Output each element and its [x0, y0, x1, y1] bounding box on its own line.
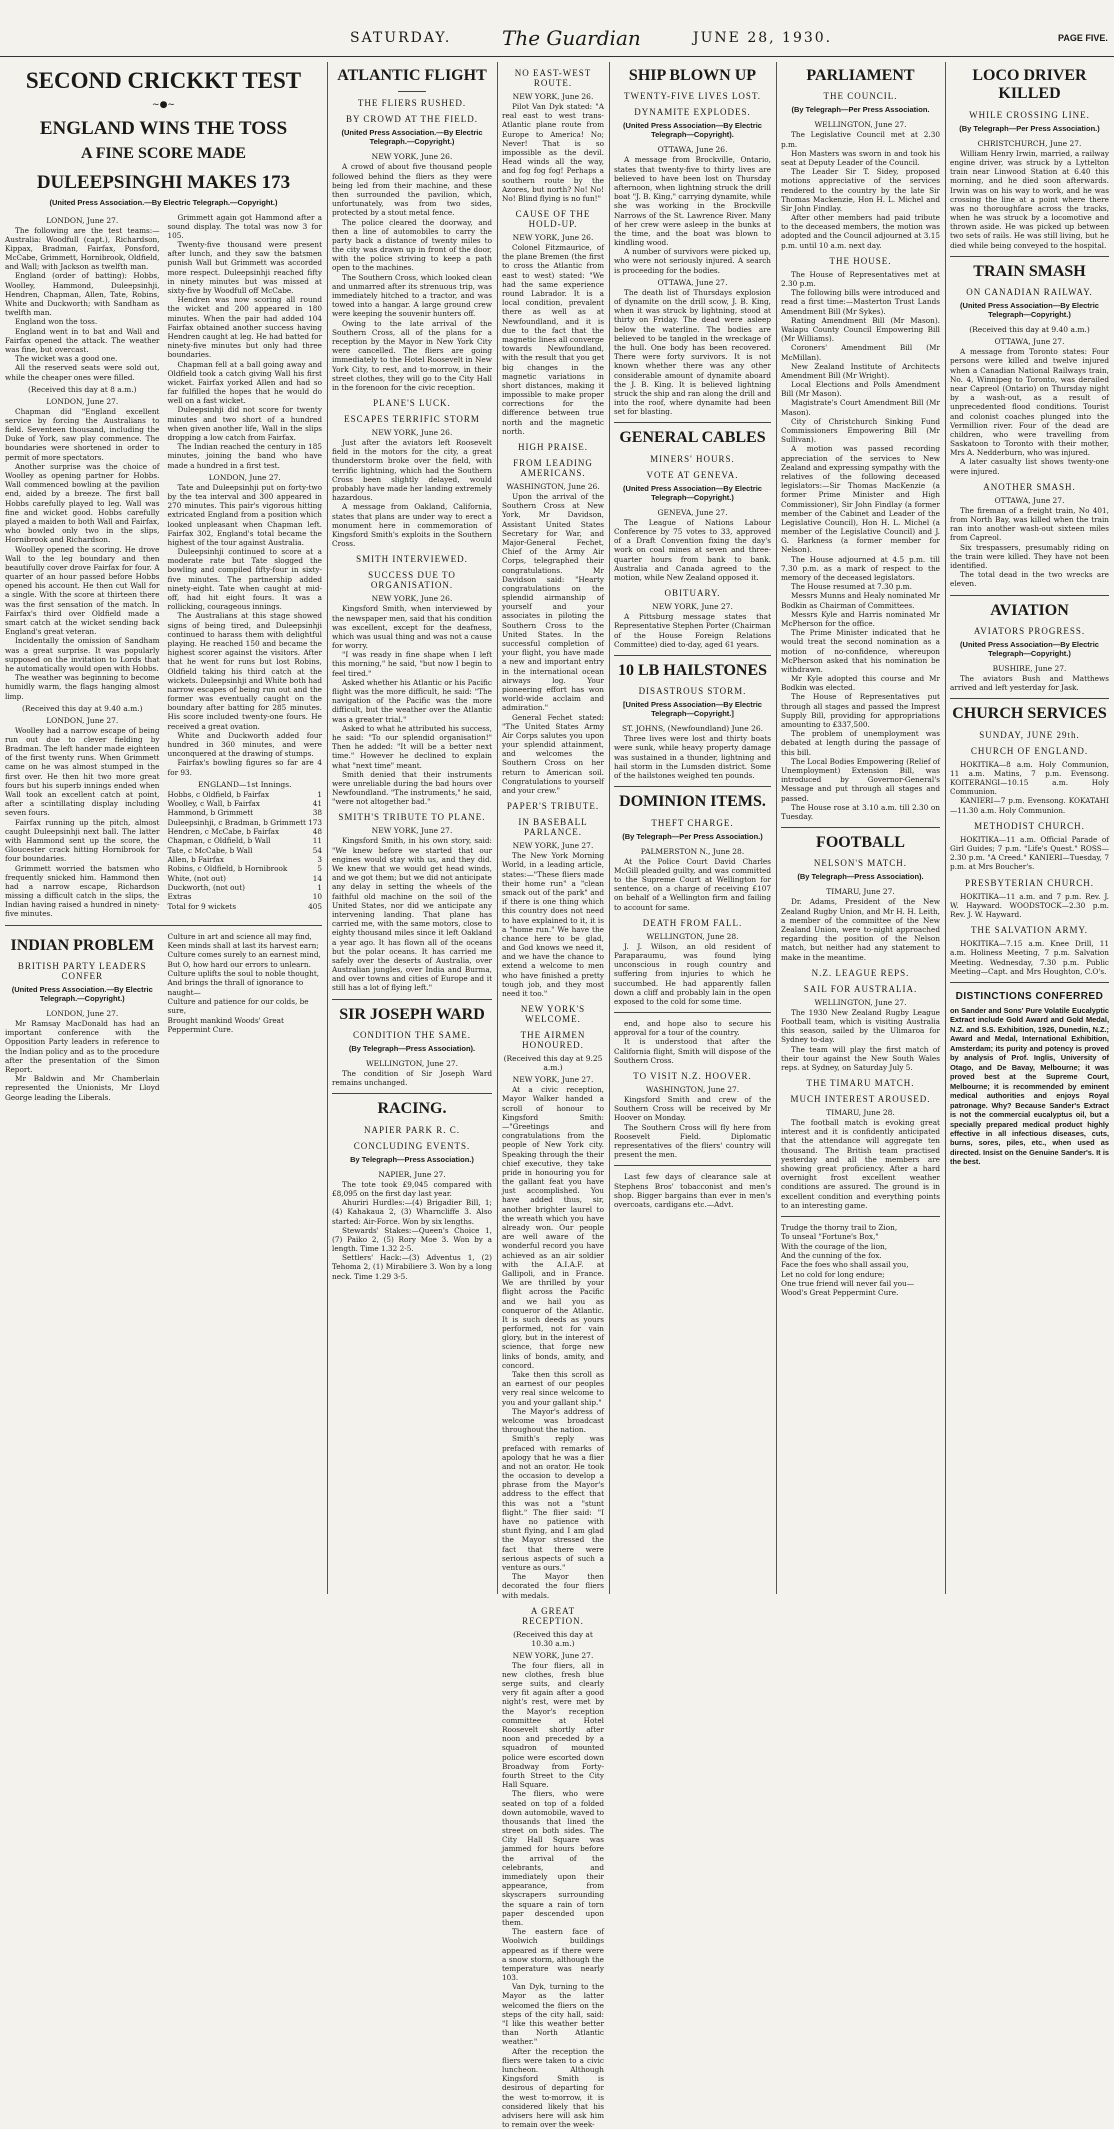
advertisement: Last few days of clearance sale at Stephens Bros' tobacconist and men's shop. Bigger bargains than ever in men's overcoats, cardigans etc.—Advt. — [614, 1172, 771, 1209]
paragraph: A message from Toronto states: Four persons were killed and twelve injured when a Canadian National Railways train, No. 4, Winnipeg to Toronto, was derailed near Capreol (Ontario) on Thursday night by a wash-out, as a result of unprecedented flood conditions. Tourist and colonist coaches plunged into the Vermillion river. Four of the dead are children, who were travelling from Saskatoon to Toronto with their mother, Mrs A. Nedderburn, who was injured. — [950, 347, 1109, 458]
verse-line: Culture and patience for our colds, be sure, — [167, 996, 309, 1016]
paragraph: Duleepsinhji continued to score at a moderate rate but Tate slogged the bowling and compiled fifty-four in sixty-five minutes. The partnership added ninety-eight. Tate when caught at mid-off, had hit eight fours. It was a rollicking, courageous innings. — [167, 547, 322, 612]
received-note: (Received this day at 8 a.m.) — [27, 384, 137, 394]
verse-line: And brings the thrall of ignorance to naught— — [167, 978, 304, 997]
paragraph: Duleepsinhji did not score for twenty minutes and two short of a hundred when given another life, Wall in the slips dropping a low catch from Fairfax. — [167, 405, 322, 443]
divider — [398, 91, 426, 92]
indian-problem-article — [5, 932, 160, 1102]
paragraph: Chapman fell at a ball going away and Oldfield took a catch giving Wall his first wicket. Fairfax yorked Allen and had so far fulfilled the hopes that he would do well on a fast wicket. — [167, 359, 322, 406]
received-note: (Received this day at 9.40 a.m.) — [969, 325, 1090, 335]
scorecard-row: Woolley, c Wall, b Fairfax 41 — [167, 799, 322, 809]
scorecard-row: Robins, c Oldfield, b Hornibrook 5 — [167, 864, 322, 874]
verse-line: Culture in art and science all may find, — [167, 931, 312, 941]
paragraph: Settlers' Hack:—(3) Adventus 1, (2) Tehoma 2, (1) Mirabiliere 3. Won by a long neck. Time 1.29 3-5. — [332, 1253, 492, 1281]
paragraph: The Mayor's address of welcome was broadcast throughout the nation. — [502, 1406, 604, 1435]
verse-line: Brought mankind Woods' Great Peppermint Cure. — [167, 1015, 284, 1034]
subhead: ESCAPES TERRIFIC STORM — [344, 414, 480, 425]
paragraph: Asked to what he attributed his success, he said: "To our splendid organisation!" Then he added: "It will be a better next time." However he declined to explain what "next time" meant. — [332, 723, 492, 770]
paragraph: KANIERI—7 p.m. Evensong. KOKATAHI—11.30 a.m. Holy Communion. — [950, 796, 1109, 815]
subhead: SAIL FOR AUSTRALIA. — [803, 983, 918, 994]
dateline: LONDON, June 27. — [46, 396, 119, 406]
subhead: NO EAST-WEST ROUTE. — [514, 68, 592, 88]
dateline: WASHINGTON, June 27. — [645, 1085, 740, 1094]
dateline: LONDON, June 27. — [46, 1009, 119, 1019]
scorecard-total: Total for 9 wickets 405 — [167, 901, 322, 911]
dateline: LONDON, June 27. — [46, 215, 119, 225]
cricket-body — [5, 213, 322, 919]
dateline: WELLINGTON, June 27. — [814, 997, 907, 1007]
subhead: A GREAT RECEPTION. — [522, 1605, 584, 1626]
paragraph: Messrs Munns and Healy nominated Mr Bodkin as Chairman of Committees. — [781, 591, 940, 610]
paragraph: Hon Masters was sworn in and took his seat at Deputy Leader of the Council. — [781, 148, 940, 167]
section-divider — [332, 999, 492, 1000]
subhead: OBITUARY. — [664, 588, 721, 599]
subhead: NEW YORK'S WELCOME. — [520, 1004, 586, 1025]
section-divider — [950, 982, 1109, 983]
verse-line: Let no cold for long endure; — [781, 1269, 885, 1279]
subhead: THE TIMARU MATCH. — [806, 1078, 915, 1089]
paragraph: The New York Morning World, in a leading article, states:—"These fliers made their home run" a "clean smack out of the park" and if there is one thing which this country does not need to have explained to it, it is a "home run." We have the chance here to be glad, and God knows we need it, and we have the chance to extend a welcome to men who have finished a pretty tough job, and they most need it too." — [502, 851, 604, 998]
section-divider — [950, 256, 1109, 257]
dateline: OTTAWA, June 27. — [657, 277, 728, 287]
subhead: THE SALVATION ARMY. — [970, 925, 1089, 936]
paragraph: Woolley had a narrow escape of being run out due to clever fielding by Bradman. The left hander made eighteen of the first twenty runs. When Grimmett came on he was almost stumped in the first over. He then hit two more great fours but his superb innings ended when Wall took an excellent catch at point, after a scintillating display including seven fours. — [5, 725, 160, 818]
paragraph: The League of Nations Labour Conference by 75 votes to 33, approved of a Draft Convention fixing the day's work on coal mines at seven and three-quarter hours from bank to bank. Australia and Canada agreed to the motion, while New Zealand opposed it. — [614, 517, 771, 582]
paragraph: Mr Kyle adopted this course and Mr Bodkin was elected. — [781, 674, 940, 693]
paragraph: White and Duckworth added four hundred in 360 minutes, and were unconquered at the drawing of stumps. — [167, 730, 322, 759]
paragraph: A number of survivors were picked up, who were not seriously injured. A search is proceeding for the bodies. — [614, 247, 771, 275]
subhead: SUCCESS DUE TO ORGANISATION. — [368, 570, 456, 591]
wire-credit: (United Press Association—By Electric Telegraph—Copyright.) — [960, 301, 1099, 320]
paragraph: The House of Representatives met at 2.30 p.m. — [781, 269, 940, 289]
peppermint-verse-ad — [168, 932, 323, 1102]
dominion-items-headline: DOMINION ITEMS. — [619, 793, 766, 811]
paragraph: It is understood that after the California flight, Smith will dispose of the Southern Cross. — [614, 1037, 771, 1065]
verse-line: Wood's Great Peppermint Cure. — [781, 1288, 899, 1298]
cricket-body-left — [5, 213, 160, 919]
subhead: CONDITION THE SAME. — [352, 1030, 472, 1041]
paragraph: The football match is evoking great interest and it is confidently anticipated that the attendance will aggregate ten thousand. The British team practised yesterday and all the members are showing great proficiency. After a hard overnight frost excellent weather conditions are assured. The ground is in excellent condition and everything points to an interesting game. — [781, 1118, 940, 1210]
paragraph: The Indian reached the century in 185 minutes, joining the band who have made a hundred in a first test. — [167, 442, 322, 470]
scorecard-row: Hendren, c McCabe, b Fairfax 48 — [167, 827, 322, 837]
section-divider — [614, 1012, 771, 1013]
scorecard-row: Chapman, c Oldfield, b Wall 11 — [167, 836, 322, 846]
paragraph: The death list of Thursdays explosion of dynamite on the drill scow, J. B. King, when it was struck by lightning, stood at thirty on Friday. The dead were asleep below the waterline. The bodies are believed to be tangled in the wreckage of the hull. One body has been recovered. There were forty survivors. It is not known whether there was any other considerable amount of dynamite aboard the J. B. King. It is believed lightning struck the ship and ran along the drill and into the roof, where dynamite had been set for blasting. — [614, 287, 771, 417]
scorecard — [168, 790, 323, 911]
paragraph: William Henry Irwin, married, a railway engine driver, was struck by a Lyttelton train near Linwood Station at 6.40 this morning, and he died soon afterwards. Irwin was on his way to work, and he was crossing the line at a point where there was no thoroughfare across the tracks, when he was struck by a locomotive and thrown aside. He was picked up between two sets of rails. He was still living, but he died while being conveyed to the hospital. — [950, 148, 1109, 250]
paragraph: England won the toss. — [15, 317, 98, 327]
subhead: METHODIST CHURCH. — [974, 820, 1085, 831]
paragraph: A message from Oakland, California, states that plans are under way to erect a monument here in commemoration of Kingsford Smith's exploits in the Southern Cross. — [332, 502, 492, 549]
paragraph: A crowd of about five thousand people followed behind the fliers as they were being led from their machine, and these then surrounded the pavilion, which, unfortunately, was from two sides, protected by a stout metal fence. — [332, 162, 492, 218]
scorecard-row: Hobbs, c Oldfield, b Fairfax 1 — [167, 789, 322, 799]
subhead: BY CROWD AT THE FIELD. — [345, 114, 479, 125]
paragraph: "I was ready in fine shape when I left this morning," he said, "but now I begin to feel tired." — [332, 650, 492, 678]
paragraph: The following are the test teams:— Australia: Woodfull (capt.), Richardson, Kippax, Bradman, Fairfax, Ponsford, McCabe, Grimmett, Hornibrook, Oldfield, and Wall; with Jackson as twelfth man. — [5, 225, 160, 272]
dateline: NEW YORK, June 27. — [652, 602, 733, 612]
masthead-day: SATURDAY. — [350, 30, 452, 46]
paragraph: Smith's reply was prefaced with remarks of apology that he was a flier and not an orator. He took the occasion to develop a phrase from the Mayor's address to the effect that this was not a "stunt flight." The flier said: "I have no patience with stunt flying, and I am glad the Mayor stressed the fact that there were serious aspects of such a venture as ours." — [502, 1434, 604, 1572]
subhead: NELSON'S MATCH. — [813, 858, 908, 869]
peppermint-verse-ad — [781, 1223, 940, 1298]
paragraph: The 1930 New Zealand Rugby League Football team, which is visiting Australia this season, sailed by the Ulimaroa for Sydney to-day. — [781, 1007, 940, 1045]
paragraph: Fairfax running up the pitch, almost caught Duleepsinhji next ball. The latter with Hammond sent up the score, the Gloucester crack hitting Hornibrook for four boundaries. — [5, 817, 160, 864]
paragraph: The fliers, who were seated on top of a folded down automobile, waved to thousands that lined the street on both sides. The City Hall Square was jammed for hours before the arrival of the celebrants, and immediately upon their appearance, from skyscrapers surrounding the square a rain of torn paper descended upon them. — [502, 1789, 604, 1927]
scorecard-row: Tate, c McCabe, b Wall 54 — [167, 845, 322, 855]
cricket-subhead-score: A FINE SCORE MADE — [81, 145, 246, 163]
paragraph: Woolley opened the scoring. He drove Wall to the leg boundary and then beautifully cover drove Fairfax for four. A quarter of an hour passed before Hobbs opened his account. He then cut Wall for a single. With the score at thirteen there was the first sensation of the match. In Fairfax's third over Oldfield made a smart catch at the wicket sending back England's great veteran. — [5, 544, 160, 637]
section-divider — [614, 422, 771, 423]
dateline: NAPIER, June 27. — [378, 1169, 446, 1179]
sanders-ad-body: on Sander and Sons' Pure Volatile Eucalyptic Extract include Gold Award and Gold Medal, N.Z. and S.S. Exhibition, 1926, Dunedin, N.Z.; Award and Medal, International Exhibition, Amsterdam; its purity and potency is proved by analysis of Prof. Inglis, University of Otago, and De Bavay, Melbourne; it was proved best at the Supreme Court, Melbourne; it is recommended by eminent medical authorities and enjoys Royal patronage. Why? Because Sander's Extract is not the commercial eucalyptus oil, but a specially prepared medical product highly effective in all infectious diseases, cuts, burns, sores, piles, etc., when used as directed. Insist on the Genuine Sander's. It is the best. — [950, 1005, 1109, 1167]
subhead: THE HOUSE. — [829, 255, 892, 266]
wire-credit: (By Telegraph—Per Press Association.) — [959, 123, 1100, 133]
subhead: IN BASEBALL PARLANCE. — [518, 817, 588, 838]
subhead: HIGH PRAISE. — [517, 442, 588, 452]
atlantic-flight-headline: ATLANTIC FLIGHT — [337, 67, 487, 84]
dateline: TIMARU, June 27. — [826, 887, 895, 897]
received-note: (Received this day at 9.25 a.m.) — [503, 1054, 603, 1073]
masthead — [0, 0, 1114, 57]
column-flight-continued — [497, 62, 609, 2129]
dateline: NEW YORK, June 27. — [512, 1075, 594, 1085]
train-smash-headline: TRAIN SMASH — [973, 262, 1086, 280]
wire-credit: (United Press Association—By Electric Telegraph—Copyright.) — [623, 483, 762, 502]
wire-credit: (By Telegraph—Per Press Association.) — [622, 831, 763, 841]
paragraph: The total dead in the two wrecks are eleven. — [950, 570, 1109, 589]
paragraph: The Southern Cross will fly here from Roosevelt Field. Diplomatic representatives of the fliers' country will present the men. — [614, 1122, 771, 1160]
dateline: NEW YORK, June 26. — [371, 428, 453, 438]
paragraph: Magistrate's Court Amendment Bill (Mr Mason). — [781, 398, 940, 417]
racing-headline: RACING. — [377, 1100, 447, 1118]
subhead: CHURCH OF ENGLAND. — [970, 745, 1089, 756]
section-divider — [614, 786, 771, 787]
scorecard-row: Allen, b Fairfax 3 — [167, 855, 322, 865]
subhead: THEFT CHARGE. — [651, 817, 734, 828]
section-divider — [781, 1216, 940, 1217]
paragraph: The fireman of a freight train, No 401, from North Bay, was killed when the train ran into another wash-out sixteen miles from Capreol. — [950, 505, 1109, 543]
subhead: MINERS' HOURS. — [650, 453, 735, 464]
paragraph: The aviators Bush and Matthews arrived and left yesterday for Jask. — [950, 673, 1109, 693]
paragraph: Asked whether his Atlantic or his Pacific flight was the more difficult, he said: "The navigation of the Pacific was the more difficult, but the weather over the Atlantic was a greater trial." — [332, 677, 492, 724]
dateline: NEW YORK, June 26. — [512, 233, 594, 243]
divider: ~●~ — [152, 100, 175, 111]
paragraph: A motion was passed recording appreciation of the services to New Zealand and expressing sympathy with the relatives of the following deceased legislators:—Sir Thomas MacKenzie (a former Prime Minister and High Commissioner), Sir John Findlay (a former member of the Cabinet and Leader of the Legislative Council), Hon H. L. Michel (a member of the Legislative Council) and J. G. Harkness (a former member for Nelson). — [781, 444, 940, 555]
paragraph: HOKITIKA—7.15 a.m. Knee Drill, 11 a.m. Holiness Meeting, 7 p.m. Salvation Meeting. Wednesday, 7.30 p.m. Public Meeting—Capt. and Mrs Houghton, C.O's. — [950, 939, 1109, 976]
subhead: CAUSE OF THE HOLD-UP. — [515, 209, 591, 230]
paragraph: After the reception the fliers were taken to a civic luncheon. Although Kingsford Smith is desirous of departing for the west to-morrow, it is considered likely that his advisers here will ask him to remain over the week- — [502, 2046, 604, 2129]
paragraph: Smith denied that their instruments were unreliable during the bad hours over Newfoundland. "The instruments," he said, "were not altogether bad." — [332, 769, 492, 807]
wire-credit: (United Press Association.—By Electric Telegraph.—Copyright.) — [341, 128, 483, 147]
masthead-date: JUNE 28, 1930. — [693, 30, 833, 46]
paragraph: The House adjourned at 4.5 p.m. till 7.30 p.m. as a mark of respect to the memory of the deceased legislators. — [781, 554, 940, 583]
paragraph: Colonel Fitzmaurice, of the plane Bremen (the first to cross the Atlantic from east to west) stated: "We had the same experience round Labrador. It is a local condition, prevalent there as well as at Newfoundland, and it is due to the fact that the magnetic lines all converge towards Newfoundland, with the result that you get big changes in the magnetic variations in short distances, making it impossible to make proper corrections for the difference between true north and the magnetic north. — [502, 243, 604, 436]
subhead: THE COUNCIL. — [823, 91, 898, 102]
aviation-headline: AVIATION — [990, 601, 1069, 619]
paragraph: A message from Brockville, Ontario, states that twenty-five to thirty lives are believed to have been lost on Thursday afternoon, when lightning struck the drill boat "J. B. King," carrying dynamite, while she was working in the Brockville Narrows of the St. Lawrence River. Many of her crew were asleep in the bunks at the time, and the boat was blown to kindling wood. — [614, 155, 771, 248]
paragraph: The problem of unemployment was debated at length during the passage of this bill. — [781, 729, 940, 757]
general-cables-headline: GENERAL CABLES — [619, 429, 766, 447]
column-parliament — [776, 62, 945, 1594]
ship-blown-up-headline: SHIP BLOWN UP — [628, 67, 757, 84]
indian-problem-subhead: BRITISH PARTY LEADERS CONFER — [17, 961, 147, 982]
church-services-headline: CHURCH SERVICES — [952, 705, 1107, 723]
subhead: NAPIER PARK R. C. — [364, 1124, 460, 1135]
scorecard-row: Duckworth, (not out) 1 — [167, 883, 322, 893]
subhead: THE FLIERS RUSHED. — [357, 98, 467, 109]
subhead: DISASTROUS STORM. — [638, 686, 747, 697]
paragraph: HOKITIKA—11 a.m. and 7 p.m. Rev. J. W. Hayward. WOODSTOCK—2.30 p.m. Rev. J. W. Hayward. — [950, 891, 1109, 919]
paragraph: The police cleared the doorway, and then a line of automobiles to carry the party back a distance of twenty miles to the city was drawn up in front of the door, with the police striving to keep a path open to the machines. — [332, 217, 492, 273]
paragraph: Six trespassers, presumably riding on the train were killed. They have not been identified. — [950, 542, 1109, 570]
paragraph: Mr Ramsay MacDonald has had an important conference with the Opposition Party leaders in reference to the Indian policy and as to the procedure after the presentation of the Simon Report. — [5, 1019, 160, 1074]
paragraph: A later casualty list shows twenty-one were injured. — [950, 457, 1109, 476]
paragraph: Local Elections and Polls Amendment Bill (Mr Mason). — [781, 380, 940, 399]
paragraph: Upon the arrival of the Southern Cross at New York, Mr Davidson, Assistant United States Secretary for War, and Major-General Fechet, Chief of the Army Air Corps, telegraphed their congratulations. Mr Davidson said: "Hearty congratulations on the splendid airmanship of yourself and your associates in piloting the Southern Cross to the United States. In the successful completion of your flight, you have made a new and important entry in the international ocean airways log. Your pioneering effort has won world-wide acclaim and admiration." — [502, 492, 604, 713]
subhead: CONCLUDING EVENTS. — [353, 1140, 471, 1151]
dateline: OTTAWA, June 27. — [994, 337, 1065, 347]
dateline: GENEVA, June 27. — [657, 507, 728, 517]
wire-credit: (By Telegraph—Press Association). — [797, 872, 924, 882]
paragraph: Messrs Kyle and Harris nominated Mr McPherson for the office. — [781, 609, 940, 628]
paragraph: Hendren was now scoring all round the wicket and 200 appeared in 180 minutes. When the pair had added 104 Fairfax obtained another success having Hendren caught at leg. He had batted for ninety-five minutes but only had three boundaries. — [167, 295, 322, 360]
paragraph: Pilot Van Dyk stated: "A real east to west trans-Atlantic plane route from Europe to America! No; Never! That is so impossible as the devil. Head winds all the way, and fog fog fog! Perhaps a southern route by the Azores, but north? No! No! No! Blind flying is no fun!" — [502, 102, 604, 203]
paragraph: HOKITIKA—8 a.m. Holy Communion, 11 a.m. Matins, 7 p.m. Evensong. KOITERANGI—10.15 a.m. Holy Communion. — [950, 759, 1109, 797]
paragraph: The four fliers, all in new clothes, fresh blue serge suits, and clearly very fit again after a good night's rest, were met by the Mayor's reception committee at Hotel Roosevelt shortly after noon and preceded by a squadron of mounted police were escorted down Broadway from Forty-fourth Street to the City Hall Square. — [502, 1660, 604, 1790]
indian-problem-headline: INDIAN PROBLEM — [10, 936, 155, 954]
paragraph: All the reserved seats were sold out, while the cheaper ones were filled. — [5, 363, 160, 382]
wire-credit: (United Press Association—By Electric Telegraph—Copyright). — [623, 121, 762, 140]
dateline: BUSHIRE, June 27. — [992, 663, 1067, 673]
paragraph: At the Police Court David Charles McGill pleaded guilty, and was committed to the Supreme Court at Wellington for sentence, on a charge of receiving £107 on behalf of a Wellington firm and failing to account for same. — [614, 856, 771, 912]
paragraph: The Legislative Council met at 2.30 p.m. — [781, 130, 940, 149]
paragraph: Chapman did "England excellent service by forcing the Australians to field. Seventeen thousand, including the Duke of York, saw play commence. The boundaries were shortened in order to permit of more spectators. — [5, 406, 160, 462]
verse-line: Culture comes surely to an earnest mind, — [167, 950, 321, 960]
paragraph: The House resumed at 7.30 p.m. — [791, 582, 912, 592]
wire-credit: (United Press Association—By Electric Telegraph—Copyright.) — [960, 639, 1099, 658]
section-divider — [614, 655, 771, 656]
football-headline: FOOTBALL — [816, 834, 905, 852]
paragraph: Rating Amendment Bill (Mr Mason). Waiapu County Council Empowering Bill (Mr Williams). — [781, 315, 940, 344]
subhead: THE AIRMEN HONOURED. — [520, 1030, 586, 1051]
scorecard-row: White, (not out) 14 — [167, 873, 322, 883]
indian-problem-section — [5, 932, 322, 1102]
dateline: NEW YORK, June 27. — [512, 1650, 594, 1660]
paragraph: The House rose at 3.10 a.m. till 2.30 on Tuesday. — [781, 802, 940, 821]
wire-credit: [United Press Association—By Electric Telegraph—Copyright.] — [623, 700, 762, 719]
paragraph: England (order of batting): Hobbs, Woolley, Hammond, Duleepsinhji, Hendren, Chapman, Allen, Tate, Robins, White and Duckworth; with Sandham as twelfth man. — [5, 271, 160, 318]
subhead: MUCH INTEREST AROUSED. — [790, 1094, 931, 1105]
verse-line: To unseal "Fortune's Box," — [781, 1232, 879, 1242]
subhead: FROM LEADING AMERICANS. — [513, 458, 593, 478]
dateline: LONDON, June 27. — [208, 472, 281, 482]
subhead: ON CANADIAN RAILWAY. — [966, 287, 1093, 298]
paragraph: At a civic reception, Mayor Walker handed a scroll of honour to Kingsford Smith:—"Greetings and congratulations from the people of New York city. Speaking through the their chief executive, they take pride in honouring you for the gallant feat you have just accomplished. You have added thus, sir, another brighter laurel to the wreath which you have already won. Our people are well aware of the wonderful record you have achieved as an air soldier with the A.I.A.F. at Gallipoli, and in France. We are thrilled by your flight across the Pacific and we hail you as conqueror of the Atlantic. It is such deeds as yours performed, not for vain glory, but in the interest of science, that forge new links of bonds, amity, and concord. — [502, 1085, 604, 1370]
scorecard-row: Extras 10 — [167, 892, 322, 902]
column-atlantic-flight — [327, 62, 497, 1594]
paragraph: Grimmett worried the batsmen who frequently snicked him. Hammond then had a narrow escape, Richardson missing a difficult catch in the slips, the Indian having raised a hundred in ninety-five minutes. — [5, 863, 160, 919]
wire-credit: (United Press Association.—By Electric Telegraph.—Copyright.) — [11, 985, 153, 1004]
paragraph: The team will play the first match of their tour against the New South Wales reps. at Sydney, on Saturday July 5. — [781, 1044, 940, 1072]
masthead-page-number: PAGE FIVE. — [1058, 33, 1108, 43]
paragraph: The weather was beginning to become humidly warm, the flags hanging almost limp. — [5, 673, 160, 701]
dateline: NEW YORK, June 26. — [371, 594, 453, 604]
paragraph: The Local Bodies Empowering (Relief of Unemployment) Extension Bill, was introduced by Governor-General's Message and put through all stages and passed. — [781, 756, 940, 803]
verse-line: Keen minds shall at last its harvest earn; — [167, 940, 319, 950]
paragraph: Van Dyk, turning to the Mayor as the latter welcomed the fliers on the steps of the city hall, said: "I like this weather better than North Atlantic weather." — [502, 1982, 604, 2047]
verse-line: But O, how hard our errors to unlearn. — [167, 959, 311, 969]
cricket-subhead-duleepsinghi: DULEEPSINGHI MAKES 173 — [36, 171, 291, 193]
verse-line: Face the foes who shall assail you, — [781, 1260, 909, 1270]
scorecard-row: Hammond, b Grimmett 38 — [167, 808, 322, 818]
cricket-headline: SECOND CRICKKT TEST — [25, 68, 302, 93]
paragraph: Twenty-five thousand were present after lunch, and they saw the batsmen punish Wall but Grimmett was accorded more respect. Duleepsinhji reached fifty in ninety minutes but was missed at sixty-five by Woodfull off McCabe. — [167, 240, 322, 296]
column-loco-driver — [945, 62, 1114, 1594]
dateline: WELLINGTON, June 27. — [365, 1059, 459, 1069]
column-cricket — [0, 62, 327, 1594]
masthead-paper-name: The Guardian — [502, 26, 641, 50]
dateline: PALMERSTON N., June 28. — [640, 846, 745, 856]
paragraph: General Fechet stated: "The United States Army Air Corps salutes you upon your splendid attainment, and welcomes the Southern Cross on her return to American soil. Congratulations to yourself and your crew." — [502, 712, 604, 795]
verse-line: With the courage of the lion, — [781, 1241, 888, 1251]
paragraph: Coroners' Amendment Bill (Mr McMillan). — [781, 343, 940, 362]
verse-line: Trudge the thorny trail to Zion, — [781, 1222, 898, 1232]
dateline: OTTAWA, June 27. — [994, 495, 1065, 505]
wire-credit: By Telegraph—Press Association.) — [350, 1154, 474, 1164]
paragraph: J. J. Wilson, an old resident of Paraparaumu, was found lying unconscious in rough country and suffering from injuries to which he succumbed. He had apparently fallen down a cliff and probably lain in the open exposed to the cold for some time. — [614, 941, 771, 1006]
cricket-subhead-toss: ENGLAND WINS THE TOSS — [39, 118, 288, 140]
subhead: DYNAMITE EXPLODES. — [634, 107, 751, 118]
paragraph: Tate and Duleepsinhji put on forty-two by the tea interval and 300 appeared in 270 minutes. This pair's vigorous hitting extricated England from a position which looked unpleasant when Chapman left. Fairfax 302, England's total became the highest of the tour against Australia. — [167, 482, 322, 547]
dateline: TIMARU, June 28. — [826, 1108, 895, 1118]
paragraph: The House of Representatives put through all stages and passed the Imprest Supply Bill, providing for appropriations amounting to £337,500. — [781, 692, 940, 730]
section-divider — [332, 1093, 492, 1094]
dateline: OTTAWA, June 26. — [657, 145, 728, 155]
paragraph: Kingsford Smith, when interviewed by the newspaper men, said that his condition was excellent, except for the deafness, which was usual thing and was not a cause for worry. — [332, 604, 492, 651]
paragraph: The eastern face of Woolwich buildings appeared as if there were a snow storm, although the temperature was nearly 103. — [502, 1927, 604, 1983]
column-ship-blown-up — [609, 62, 776, 1594]
subhead: N.Z. LEAGUE REPS. — [811, 967, 910, 978]
hailstones-headline: 10 LB HAILSTONES — [617, 661, 768, 679]
paragraph: Mr Baldwin and Mr Chamberlain represented the Unionists, Mr Lloyd George leading the Liberals. — [5, 1074, 160, 1102]
dateline: NEW YORK, June 26. — [371, 152, 453, 162]
paragraph: New Zealand Institute of Architects Amendment Bill (Mr Wright). — [781, 361, 940, 380]
subhead: TO VISIT N.Z. HOOVER. — [633, 1071, 752, 1081]
paragraph: The Australians at this stage showed signs of being tired, and Duleepsinhji continued to harass them with delightful playing. He reached 150 and became the highest scorer against the visitors. After that he went for runs but lost Robins, Oldfield taking his third catch at the wickets. Duleepsinhji and White both had narrow escapes of being run out and the former was eventually caught on the boundary after batting for 285 minutes. His score included twenty-one fours. He received a great ovation. — [167, 611, 322, 731]
subhead: WHILE CROSSING LINE. — [969, 109, 1090, 120]
parliament-headline: PARLIAMENT — [806, 67, 915, 84]
paragraph: City of Christchurch Sinking Fund Commissioners Empowering Bill (Mr Sullivan). — [781, 416, 940, 445]
paragraph: The tote took £9,045 compared with £8,095 on the first day last year. — [332, 1179, 492, 1198]
paragraph: The following bills were introduced and read a first time:—Masterton Trust Lands Amendment Bill (Mr Sykes). — [781, 288, 940, 316]
dateline: WELLINGTON, June 28. — [646, 931, 739, 941]
paragraph: The Prime Minister indicated that he would treat the second nomination as a motion of no-confidence, whereupon McPherson asked that his nomination be withdrawn. — [781, 628, 940, 674]
paragraph: Stewards' Stakes:—Queen's Choice 1, (7) Paiko 2, (5) Rory Moe 3. Won by a length. Time 1.32 2-5. — [332, 1225, 492, 1254]
subhead: SMITH INTERVIEWED. — [356, 554, 468, 565]
paragraph: England went in to bat and Wall and Fairfax opened the attack. The weather was fine, but overcast. — [5, 326, 160, 354]
dateline: NEW YORK, June 27. — [371, 826, 453, 836]
subhead: PAPER'S TRIBUTE. — [506, 801, 600, 812]
dateline: ST. JOHNS, (Newfoundland) June 26. — [621, 724, 764, 734]
subhead: PLANE'S LUCK. — [373, 398, 451, 409]
verse-line: One true friend will never fail you— — [781, 1278, 914, 1288]
section-divider — [781, 827, 940, 828]
paragraph: The wicket was a good one. — [15, 354, 118, 364]
dateline: WELLINGTON, June 27. — [814, 120, 907, 130]
verse-line: And the cunning of the fox. — [781, 1250, 882, 1260]
scorecard-row: Duleepsinhji, c Bradman, b Grimmett 173 — [167, 817, 322, 827]
paragraph: Another surprise was the choice of Woolley as opening partner for Hobbs. Wall commenced bowling at the pavilion end, aided by a breeze. The first ball Hobbs carefully played to leg. Wall was fine and wicket good. Hobbs carefully played a maiden to both Wall and Fairfax, who bowled only two in the slips, Hornibrook and Richardson. — [5, 461, 160, 545]
paragraph: After other members had paid tribute to the deceased members, the motion was adopted and the Council adjourned at 3.15 p.m. until 10 a.m. next day. — [781, 213, 940, 250]
subhead: DEATH FROM FALL. — [642, 917, 743, 928]
paragraph: Incidentally the omission of Sandham was a great surprise. It was popularly supposed on the invitation to Lords that he automatically would open with Hobbs. — [5, 636, 160, 673]
section-divider — [950, 595, 1109, 596]
paragraph: Kingsford Smith and crew of the Southern Cross will be received by Mr Hoover on Monday. — [614, 1095, 771, 1123]
wire-credit: (By Telegraph—Per Press Association. — [791, 105, 930, 115]
cricket-body-right — [168, 213, 323, 919]
paragraph: Ahuriri Hurdles:—(4) Brigadier Bill, 1; (4) Kahakaua 2, (3) Wharncliffe 3. Also started: Air-Force. Won by six lengths. — [332, 1198, 492, 1226]
paragraph: Fairfax's bowling figures so far are 4 for 93. — [167, 758, 322, 777]
received-note: (Received this day at 10.30 a.m.) — [513, 1629, 593, 1648]
joseph-ward-headline: SIR JOSEPH WARD — [339, 1005, 485, 1023]
dateline: CHRISTCHURCH, June 27. — [977, 138, 1082, 148]
wire-credit: (By Telegraph—Press Association). — [348, 1044, 476, 1054]
section-divider — [950, 698, 1109, 699]
dateline: WASHINGTON, June 26. — [506, 482, 600, 491]
sanders-ad-title: DISTINCTIONS CONFERRED — [955, 990, 1104, 1002]
received-note: (Received this day at 9.40 a.m.) — [21, 703, 143, 713]
subhead: PRESBYTERIAN CHURCH. — [964, 877, 1094, 888]
paragraph: Dr. Adams, President of the New Zealand Rugby Union, and Mr H. H. Leith, a member of the committee of the New Zealand Union, were to-night approached regarding the position of the Nelson match, but neither had any statement to make in the meantime. — [781, 897, 940, 962]
loco-driver-headline: LOCO DRIVER KILLED — [972, 67, 1087, 103]
paragraph: Just after the aviators left Roosevelt field in the motors for the city, a great thunderstorm broke over the field, with terrific lightning, which had the Southern Cross been slightly delayed, would probably have made her landing extremely hazardous. — [332, 438, 492, 503]
subhead: VOTE AT GENEVA. — [646, 469, 739, 480]
paragraph: The Mayor then decorated the four fliers with medals. — [502, 1572, 604, 1600]
paragraph: Three lives were lost and thirty boats were sunk, while heavy property damage was sustained in a thunder, lightning and hail storm in the Lumsden district. Some of the hailstones weighed ten pounds. — [614, 734, 771, 781]
section-divider — [5, 925, 322, 926]
subhead: ANOTHER SMASH. — [983, 481, 1076, 492]
paragraph: Owing to the late arrival of the Southern Cross, all of the plans for a reception by the Mayor in New York City were cancelled. The fliers are going immediately to the Hotel Roosevelt in New York City, to rest, and to-morrow, in their street clothes, they will go to the City Hall in the forenoon for the civic reception. — [332, 318, 492, 392]
subhead: TWENTY-FIVE LIVES LOST. — [623, 91, 762, 102]
wire-credit: (United Press Association.—By Electric Telegraph.—Copyright.) — [49, 197, 278, 207]
paragraph: Kingsford Smith, in his own story, said: "We knew before we started that our engines would stay with us, and they did. We knew that we would get head winds, and we got them; but we did not anticipate any delay in setting the wheels of the faithful old machine on the soil of the United States, nor did we anticipate any intervening landing. That plane has carried me, with the same motors, close to eighty thousand miles since it left Oakland a year ago. It has flown all of the oceans but the polar oceans. It has carried me safely over the deserts of Australia, over Australian jungles, over India and Burma, and over towns and cities of Europe and it still has a lot of flying left." — [332, 836, 492, 993]
paragraph: Take then this scroll as an earnest of our peoples very real since welcome to you and your gallant ship." — [502, 1370, 604, 1407]
dateline: NEW YORK, June 26. — [512, 92, 594, 101]
paragraph: end, and hope also to secure his approval for a tour of the country. — [614, 1019, 771, 1038]
verse-line: Culture uplifts the soul to noble thought, — [167, 968, 320, 978]
paragraph: The Leader Sir T. Sidey, proposed motions appreciative of the services rendered to the country by the late Sir Thomas Mackenzie, Hon H. L. Michel and Sir John Findlay. — [781, 167, 940, 213]
section-divider — [614, 1165, 771, 1166]
dateline: NEW YORK, June 27. — [512, 841, 594, 851]
subhead: SMITH'S TRIBUTE TO PLANE. — [338, 812, 486, 823]
paragraph: The condition of Sir Joseph Ward remains unchanged. — [332, 1069, 492, 1088]
subhead: AVIATORS PROGRESS. — [973, 625, 1086, 636]
subhead: SUNDAY, JUNE 29th. — [979, 729, 1080, 740]
paragraph: The Southern Cross, which looked clean and unmarred after its strenuous trip, was immediately hitched to a tractor, and was towed into a hangar. A large ground crew were keeping the souvenir hunters off. — [332, 272, 492, 319]
dateline: LONDON, June 27. — [46, 715, 119, 725]
paragraph: Grimmett again got Hammond after a sound display. The total was now 3 for 105. — [167, 212, 322, 240]
paragraph: HOKITIKA—11 a.m. Official Parade of Girl Guides; 7 p.m. "Life's Quest." ROSS—2.30 p.m. "A Creed." KANIERI—Tuesday, 7 p.m. at Mrs Boucher's. — [950, 834, 1109, 872]
paragraph: A Pittsburg message states that Representative Stephen Porter (Chairman of the House Foreign Relations Committee) died to-day, aged 61 years. — [614, 612, 771, 649]
scorecard-title: ENGLAND—1st Innings. — [198, 779, 292, 789]
